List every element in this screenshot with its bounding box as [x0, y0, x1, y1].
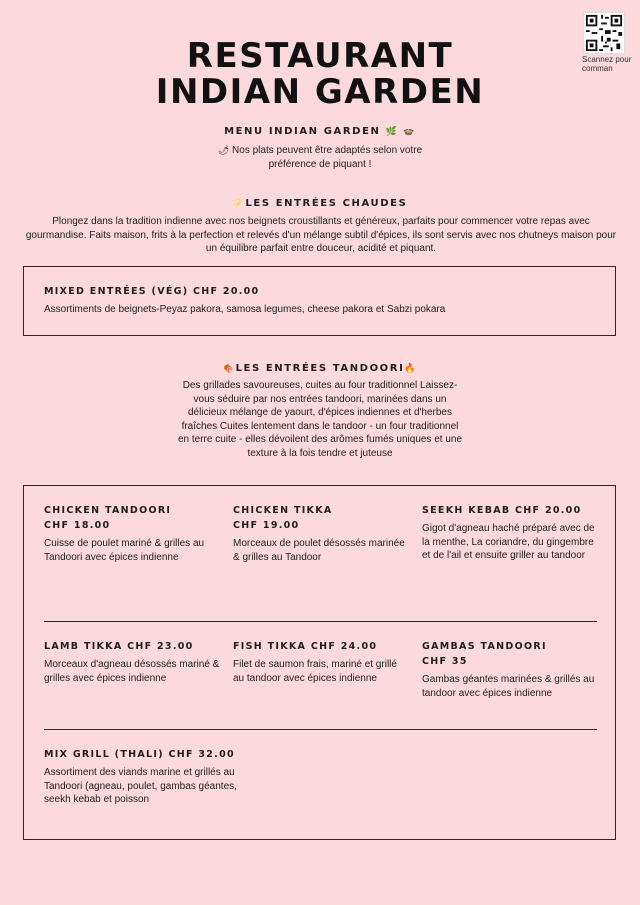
section-intro-entrees-chaudes: Plongez dans la tradition indienne avec nos beignets croustillants et généreux, parfaits pour commencer votre repas avec gourmandise. Faits maison, frits à la perfection et relevés d'un mélange subtil d'épices, ils sont servis avec nos chutneys maison pour un équilibre parfait entre douceur, acidité et piquant. — [25, 216, 617, 254]
menu-item — [233, 503, 413, 564]
menu-item — [44, 503, 224, 564]
item-name: GAMBAS TANDOORI CHF 35 — [422, 641, 547, 667]
section-title-text: LES ENTRÉES TANDOORI — [235, 363, 405, 374]
title-line-1: RESTAURANT — [186, 36, 454, 76]
item-description: Assortiments de beignets-Peyaz pakora, samosa legumes, cheese pakora et Sabzi pokara — [44, 304, 446, 315]
menu-item — [44, 639, 224, 685]
meat-icon: 🍖 — [222, 364, 236, 374]
item-name: FISH TIKKA CHF 24.00 — [233, 641, 378, 652]
section-intro-entrees-tandoori: Des grillades savoureuses, cuites au four traditionnel Laissez-vous séduire par nos entrées tandoori, marinées dans un délicieux mélange de yaourt, d'épices indiennes et d'herbes fraîches Cuites lentement dans le tandoor - un four traditionnel en terre cuite - elles dévoilent des arômes fumés uniques et une texture à la fois tendre et juteuse — [177, 380, 463, 459]
item-name: LAMB TIKKA CHF 23.00 — [44, 641, 194, 652]
menu-subtitle — [0, 126, 640, 137]
herb-bowl-icon: 🌿 🍲 — [385, 127, 416, 137]
row-divider — [44, 621, 597, 622]
item-description: Morceaux d'agneau désossés mariné & grilles avec épices indienne — [44, 659, 220, 684]
item-name: CHICKEN TIKKA CHF 19.00 — [233, 505, 333, 531]
item-description: Gambas géantes marinées & grillés au tandoor avec épices indienne — [422, 674, 595, 699]
page-title — [0, 38, 640, 110]
item-description: Morceaux de poulet désossés marinée & grilles au Tandoor — [233, 538, 405, 563]
item-name: CHICKEN TANDOORI CHF 18.00 — [44, 505, 172, 531]
item-name: MIX GRILL (THALI) CHF 32.00 — [44, 749, 235, 760]
menu-item — [422, 639, 602, 700]
item-description: Assortiment des viands marine et grillés au Tandoori (agneau, poulet, gambas géantes, seekh kebab et poisson — [44, 767, 237, 805]
item-description: Gigot d'agneau haché préparé avec de la menthe, La coriandre, du gingembre et de l'ail et ensuite griller au tandoor — [422, 523, 595, 561]
section-title-text: LES ENTRÉES CHAUDES — [245, 198, 408, 209]
menu-item — [44, 284, 604, 317]
item-description: Cuisse de poulet mariné & grilles au Tandoori avec épices indienne — [44, 538, 205, 563]
entrees-chaudes-box — [23, 266, 616, 336]
spice-note — [195, 143, 445, 172]
chili-pepper-icon: 🌶 — [217, 145, 230, 155]
title-line-2: INDIAN GARDEN — [155, 72, 485, 112]
qr-label: Scannez pour comman — [582, 55, 632, 73]
subtitle-text: MENU INDIAN GARDEN — [224, 126, 381, 137]
item-name: MIXED ENTRÉES (VÉG) CHF 20.00 — [44, 286, 260, 297]
spice-note-text: Nos plats peuvent être adaptés selon votre préférence de piquant ! — [232, 145, 423, 170]
menu-item — [44, 747, 244, 807]
row-divider — [44, 729, 597, 730]
menu-item — [233, 639, 413, 685]
menu-item — [422, 503, 602, 563]
entrees-tandoori-box — [23, 485, 616, 840]
section-title-entrees-chaudes — [0, 198, 640, 209]
fire-icon: 🔥 — [404, 364, 418, 374]
item-name: SEEKH KEBAB CHF 20.00 — [422, 505, 582, 516]
section-title-entrees-tandoori — [0, 363, 640, 374]
samosa-icon: 🥟 — [232, 199, 246, 209]
item-description: Filet de saumon frais, mariné et grillé au tandoor avec épices indienne — [233, 659, 397, 684]
